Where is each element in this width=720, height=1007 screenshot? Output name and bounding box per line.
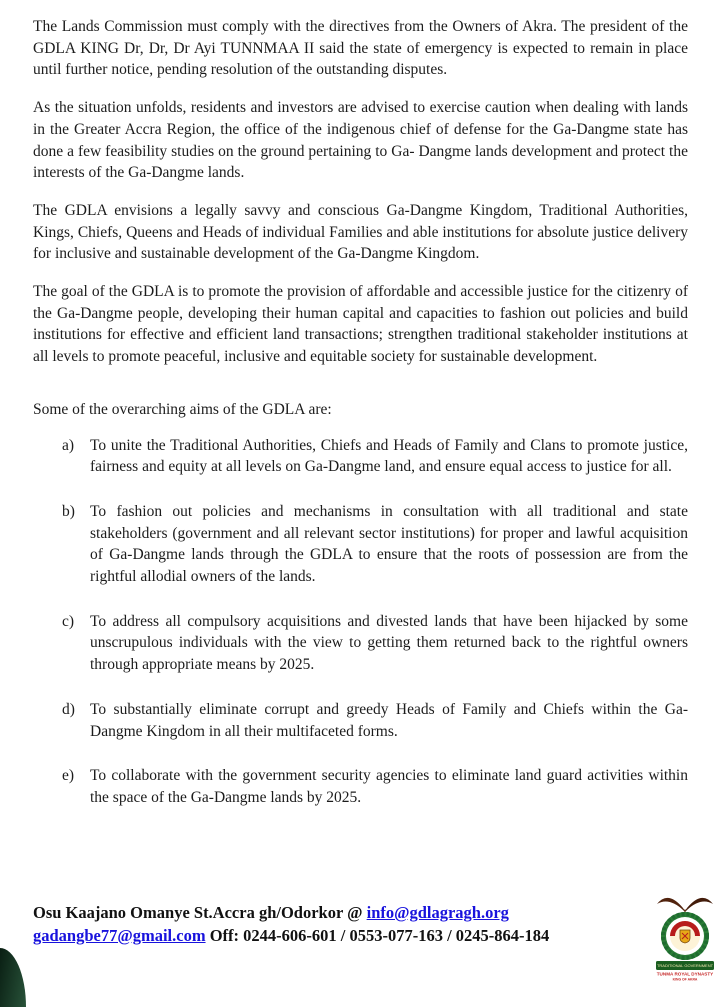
aim-text: To collaborate with the government security agencies to eliminate land guard activities within the space of the Ga-Dangme lands by 2025. <box>90 767 688 806</box>
aims-list <box>33 435 688 809</box>
corner-decoration <box>0 948 26 1007</box>
aim-text: To address all compulsory acquisitions and divested lands that have been hijacked by some unscrupulous individuals with the view to getting them returned back to the rightful owners through appropriate means by 2025. <box>90 612 688 674</box>
aim-text: To substantially eliminate corrupt and greedy Heads of Family and Chiefs within the Ga-Dangme Kingdom in all their multifaceted forms. <box>90 700 688 740</box>
aim-marker: c) <box>62 612 75 630</box>
email-link-primary[interactable]: info@gdlagragh.org <box>366 903 509 922</box>
aim-item-a <box>33 435 688 478</box>
address-text: Osu Kaajano Omanye St.Accra gh/Odorkor <box>33 903 343 922</box>
paragraph-caution-advisory: As the situation unfolds, residents and investors are advised to exercise caution when dealing with lands in the Greater Accra Region, the office of the indigenous chief of defense for the Ga-Dangme state has done a few feasibility studies on the ground pertaining to Ga- Dangme lands development and protect the interests of the Ga-Dangme lands. <box>33 99 688 182</box>
aim-marker: a) <box>62 436 75 454</box>
crest-king-label: KING OF AKRA <box>672 977 698 982</box>
paragraph-lands-commission: The Lands Commission must comply with the directives from the Owners of Akra. The president of the GDLA KING Dr, Dr, Dr Ayi TUNNMAA II said the state of emergency is expected to remain in place until further notice, pending resolution of the outstanding disputes. <box>33 18 688 79</box>
contact-footer <box>33 901 648 947</box>
royal-dynasty-crest-logo <box>654 889 716 983</box>
aim-item-c <box>33 611 688 676</box>
aims-heading: Some of the overarching aims of the GDLA are: <box>33 400 332 418</box>
aim-marker: b) <box>62 502 75 520</box>
aim-item-e <box>33 765 688 808</box>
wings-icon <box>657 898 713 913</box>
crest-emblem-icon <box>661 912 709 960</box>
email-link-secondary[interactable]: gadangbe77@gmail.com <box>33 926 206 945</box>
aim-marker: d) <box>62 700 75 718</box>
crest-text-band <box>656 961 714 982</box>
paragraph-gdla-goal: The goal of the GDLA is to promote the provision of affordable and accessible justice for the citizenry of the Ga-Dangme people, developing their human capital and capacities to fashion out policies and build institutions for effective and efficient land transactions; strengthen traditional stakeholder institutions at all levels to promote peaceful, inclusive and equitable society for sustainable development. <box>33 283 688 366</box>
office-label: Off: <box>209 926 240 945</box>
aim-text: To unite the Traditional Authorities, Chiefs and Heads of Family and Clans to promote justice, fairness and equity at all levels on Ga-Dangme land, and ensure equal access to justice for all. <box>90 436 688 476</box>
aim-text: To fashion out policies and mechanisms in consultation with all traditional and state stakeholders (government and all relevant sector institutions) for proper and lawful acquisition of Ga-Dangme lands through the GDLA to ensure that the roots of possession are from the rightful allodial owners of the lands. <box>90 502 688 586</box>
paragraph-gdla-vision: The GDLA envisions a legally savvy and conscious Ga-Dangme Kingdom, Traditional Authorities, Kings, Chiefs, Queens and Heads of individual Families and able institutions for absolute justice delivery for inclusive and sustainable development of the Ga-Dangme Kingdom. <box>33 201 688 263</box>
phone-numbers: 0244-606-601 / 0553-077-163 / 0245-864-184 <box>243 926 550 945</box>
at-separator: @ <box>347 903 363 922</box>
crest-graphic <box>654 889 716 983</box>
aim-item-d <box>33 699 688 742</box>
crest-dynasty-label: TUNMA ROYAL DYNASTY <box>656 971 714 977</box>
aim-item-b <box>33 501 688 588</box>
crest-banner-label: TRADITIONAL GOVERNMENT <box>656 963 714 969</box>
footer-line-1 <box>33 901 648 924</box>
aim-marker: e) <box>62 767 75 785</box>
footer-line-2 <box>33 924 648 947</box>
